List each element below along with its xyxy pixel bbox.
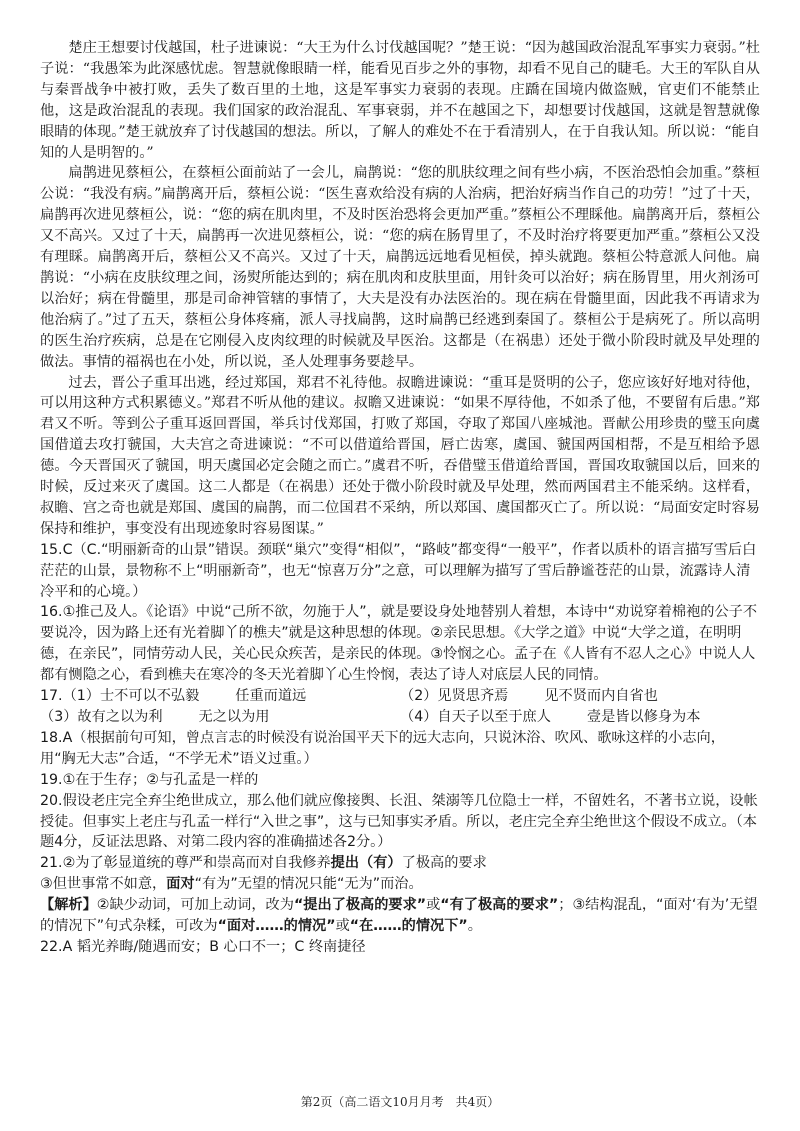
answer-17-1-b: 任重而道远 bbox=[235, 688, 307, 705]
answer-20: 20.假设老庄完全弃尘绝世成立，那么他们就应像接舆、长沮、桀溺等几位隐士一样，不留姓名，不著书立说，设帐授徒。但事实上老庄与孔孟一样行“入世之事”，这与已知事实矛盾。所以，老庄完全弃尘绝世这个假设不成立。（本题4分，反证法思路、对第二段内容的准确描述各2分。） bbox=[40, 792, 758, 851]
analysis-bold-1: “提出了极高的要求” bbox=[293, 897, 427, 914]
analysis-text-1: ②缺少动词，可加上动词，改为 bbox=[96, 897, 294, 914]
answer-17-3-b: 无之以为用 bbox=[198, 709, 270, 725]
answer-15: 15.C（C.“明丽新奇的山景”错误。颈联“巢穴”变得“相似”，“路岐”都变得“一般平”，作者以质朴的语言描写雪后白茫茫的山景，景物称不上“明丽新奇”，也无“惊喜万分”之意，可以理解为描写了雪后静谧苍茫的山景，流露诗人清冷平和的心境。） bbox=[40, 541, 757, 600]
answer-21-analysis bbox=[40, 895, 760, 937]
answer-18: 18.A（根据前句可知，曾点言志的时候没有说治国平天下的远大志向，只说沐浴、吹风、歌咏这样的小志向，用“胸无大志”合适，“不学无术”语义过重。） bbox=[40, 729, 725, 767]
answer-16: 16.①推己及人。《论语》中说“己所不欲，勿施于人”，就是要设身处地替别人着想，本诗中“劝说穿着棉袍的公子不要说冷，因为路上还有光着脚丫的樵夫”就是这种思想的体现。②亲民思想。《大学之道》中说“大学之道，在明明德，在亲民”，同情劳动人民，关心民众疾苦，是亲民的体现。③怜悯之心。孟子在《人皆有不忍人之心》中说人人都有恻隐之心，看到樵夫在寒冷的冬天光着脚丫心生怜悯，表达了诗人对底层人民的同情。 bbox=[40, 604, 758, 684]
translation-paragraph-3: 过去，晋公子重耳出逃，经过郑国，郑君不礼待他。叔瞻进谏说：“重耳是贤明的公子，您应该好好地对待他，可以用这种方式积累德义。”郑君不听从他的建议。叔瞻又进谏说：“如果不厚待他，不如杀了他，不要留有后患。”郑君又不听。等到公子重耳返回晋国，举兵讨伐郑国，打败了郑国，夺取了郑国八座城池。晋献公用珍贵的璧玉向虞国借道去攻打虢国，大夫宫之奇进谏说：“不可以借道给晋国，唇亡齿寒，虞国、虢国两国相帮，不是互相给予恩德。今天晋国灭了虢国，明天虞国必定会随之而亡。”虞君不听，吞借璧玉借道给晋国，晋国攻取虢国以后，回来的时候，反过来灭了虞国。这二人都是（在祸患）还处于微小阶段时就及早处理，然而两国君主不能采纳。这样看，叔瞻、宫之奇也就是郑国、虞国的扁鹊，而二位国君不采纳，所以郑国、虞国都灭亡了。所以说：“局面安定时容易保持和维护，事变没有出现迹象时容易图谋。” bbox=[40, 374, 760, 537]
answer-17-3-a: （3）故有之以为利 bbox=[40, 709, 163, 725]
answer-21-3-suffix: “有为”无望的情况只能“无为”而治。 bbox=[194, 876, 423, 893]
analysis-bold-2: “有了极高的要求” bbox=[440, 897, 559, 914]
analysis-bold-3: “面对……的情况” bbox=[217, 918, 336, 935]
answer-21-part-3 bbox=[40, 874, 760, 895]
answer-21-2-suffix: 了极高的要求 bbox=[401, 855, 487, 872]
answer-17-2-b: 见不贤而内自省也 bbox=[544, 688, 658, 705]
analysis-text-3: ；③结构混乱，“面对‘有为’无望的情况下”句式杂糅，可改为 bbox=[40, 897, 758, 935]
page-footer: 第2页（高二语文10月月考 共4页） bbox=[300, 1095, 500, 1109]
answer-21-2-text: 21.②为了彰显道统的尊严和崇高而对自我修养 bbox=[40, 855, 331, 872]
analysis-bold-4: “在……的情况下” bbox=[349, 918, 468, 935]
answer-17-4-b: 壹是皆以修身为本 bbox=[586, 709, 701, 725]
answer-21-2-bold: 提出（有） bbox=[330, 855, 402, 872]
answer-19: 19.①在于生存；②与孔孟是一样的 bbox=[40, 771, 259, 788]
analysis-text-2: 或 bbox=[426, 897, 441, 914]
answer-17-row-1 bbox=[40, 686, 760, 707]
analysis-text-5: 。 bbox=[467, 918, 482, 935]
analysis-tag: 【解析】 bbox=[40, 897, 97, 914]
answer-17-row-2 bbox=[40, 707, 760, 728]
analysis-text-4: 或 bbox=[335, 918, 350, 935]
answer-22: 22.A 韬光养晦/随遇而安；B 心口不一；C 终南捷径 bbox=[40, 938, 366, 955]
answer-17-4-a: （4）自天子以至于庶人 bbox=[400, 709, 551, 725]
translation-paragraph-1: 楚庄王想要讨伐越国，杜子进谏说：“大王为什么讨伐越国呢？”楚王说：“因为越国政治混乱军事实力衰弱。”杜子说：“我愚笨为此深感忧虑。智慧就像眼睛一样，能看见百步之外的事物，却看不见自己的睫毛。大王的军队自从与秦晋战争中被打败，丢失了数百里的土地，这是军事实力衰弱的表现。庄蹻在国境内做盗贼，官吏们不能禁止他，这是政治混乱的表现。我们国家的政治混乱、军事衰弱，并不在越国之下，却想要讨伐越国，这就是智慧就像眼睛的体现。”楚王就放弃了讨伐越国的想法。所以，了解人的难处不在于看清别人，在于自我认知。所以说：“能自知的人是明智的。” bbox=[40, 40, 760, 161]
answer-21-3-text: ③但世事常不如意， bbox=[40, 876, 167, 893]
answer-21-part-2 bbox=[40, 853, 760, 874]
answer-21-3-bold: 面对 bbox=[166, 876, 195, 893]
answer-17-1-a: 17.（1）士不可以不弘毅 bbox=[40, 688, 200, 705]
answer-17-2-a: （2）见贤思齐焉 bbox=[400, 688, 509, 705]
translation-paragraph-2: 扁鹊进见蔡桓公，在蔡桓公面前站了一会儿，扁鹊说：“您的肌肤纹理之间有些小病，不医治恐怕会加重。”蔡桓公说：“我没有病。”扁鹊离开后，蔡桓公说：“医生喜欢给没有病的人治病，把治好病当作自己的功劳！”过了十天，扁鹊再次进见蔡桓公，说：“您的病在肌肉里，不及时医治恐将会更加严重。”蔡桓公不理睬他。扁鹊离开后，蔡桓公又不高兴。又过了十天，扁鹊再一次进见蔡桓公，说：“您的病在肠胃里了，不及时治疗将要更加严重。”蔡桓公又没有理睬。扁鹊离开后，蔡桓公又不高兴。又过了十天，扁鹊远远地看见桓侯，掉头就跑。蔡桓公特意派人问他。扁鹊说：“小病在皮肤纹理之间，汤熨所能达到的；病在肌肉和皮肤里面，用针灸可以治好；病在肠胃里，用火剂汤可以治好；病在骨髓里，那是司命神管辖的事情了，大夫是没有办法医治的。现在病在骨髓里面，因此我不再请求为他治病了。”过了五天，蔡桓公身体疼痛，派人寻找扁鹊，这时扁鹊已经逃到秦国了。蔡桓公于是病死了。所以高明的医生治疗疾病，总是在它刚侵入皮肉纹理的时候就及早医治。这都是（在祸患）还处于微小阶段时就及早处理的做法。事情的福祸也在小处，所以说，圣人处理事务要趁早。 bbox=[40, 165, 760, 370]
